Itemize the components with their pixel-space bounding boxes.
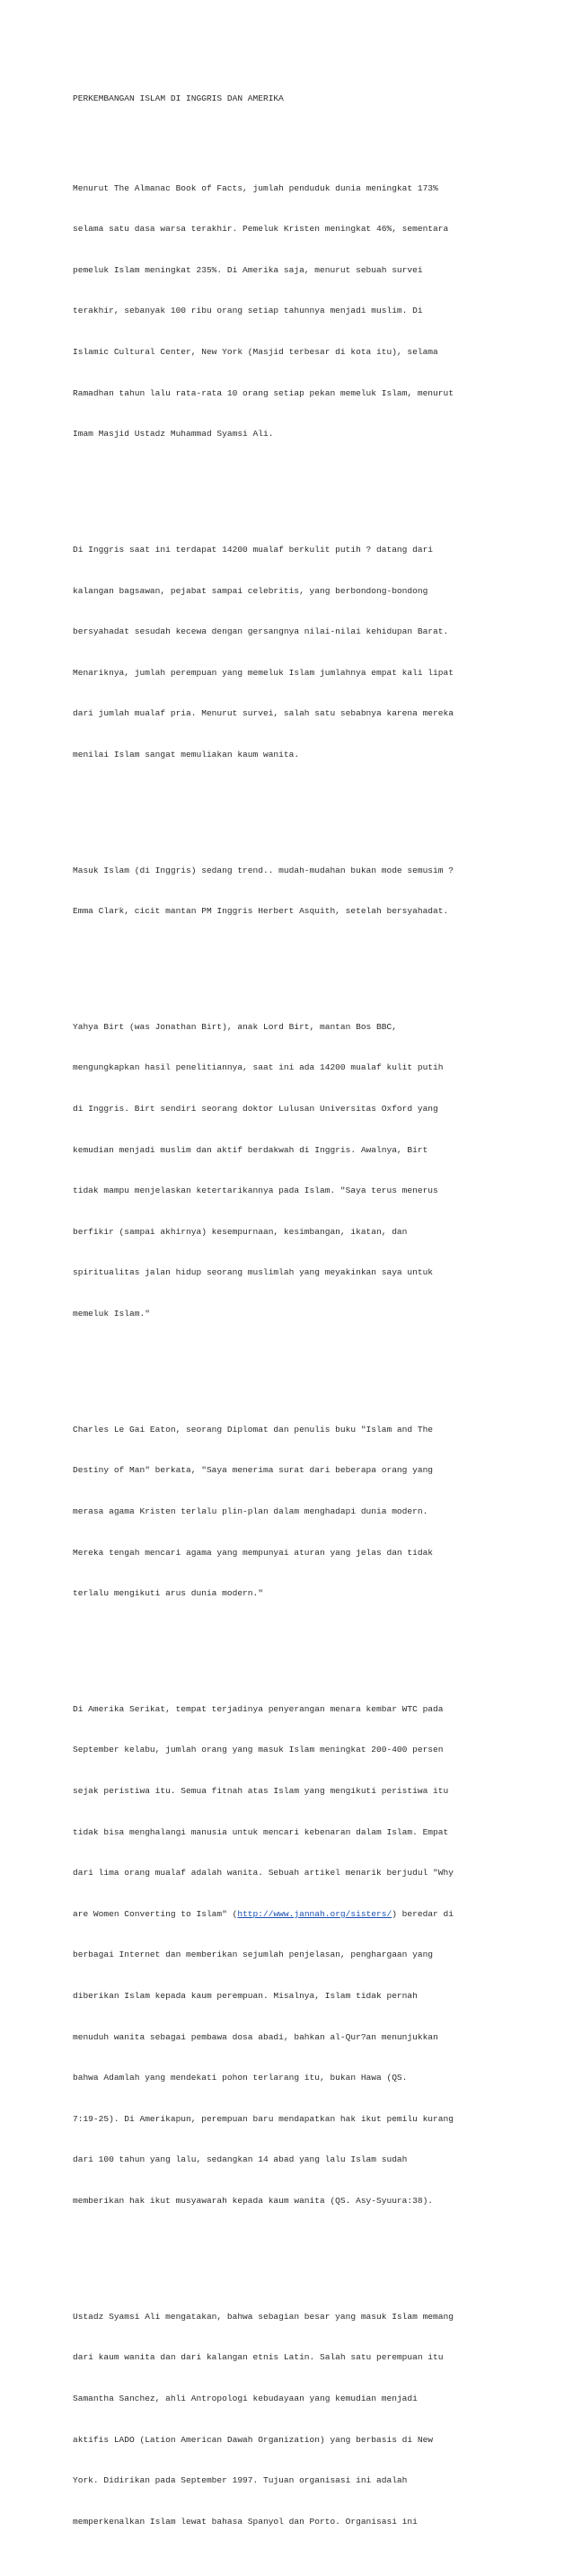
text-line: memberikan hak ikut musyawarah kepada kaum wanita (QS. Asy-Syuura:38).	[73, 2196, 434, 2207]
text-line: tidak bisa menghalangi manusia untuk mencari kebenaran dalam Islam. Empat	[73, 1826, 449, 1837]
text-line: Masuk Islam (di Inggris) sedang trend.. mudah-mudahan bukan mode semusim ?	[73, 865, 454, 875]
jannah-sisters-link[interactable]: http://www.jannah.org/sisters/	[237, 1908, 392, 1919]
paragraph-syamsi-ali	[73, 2282, 504, 2555]
text-line: merasa agama Kristen terlalu plin-plan dalam menghadapi dunia modern.	[73, 1506, 428, 1516]
text-line: Samantha Sanchez, ahli Antropologi kebudayaan yang kemudian menjadi	[73, 2393, 418, 2403]
text-line: memperkenalkan Islam lewat bahasa Spanyol dan Porto. Organisasi ini	[73, 2516, 418, 2527]
paragraph-charles-eaton	[73, 1395, 504, 1627]
link-prefix: are Women Converting to Islam" (	[73, 1908, 238, 1919]
text-line: sejak peristiwa itu. Semua fitnah atas Islam yang mengikuti peristiwa itu	[73, 1785, 449, 1796]
text-line: September kelabu, jumlah orang yang masuk Islam meningkat 200-400 persen	[73, 1745, 444, 1755]
paragraph-almanac	[73, 154, 504, 468]
text-line: selama satu dasa warsa terakhir. Pemeluk Kristen meningkat 46%, sementara	[73, 224, 449, 235]
text-line: berbagai Internet dan memberikan sejumlah penjelasan, penghargaan yang	[73, 1950, 434, 1960]
text-line: kemudian menjadi muslim dan aktif berdakwah di Inggris. Awalnya, Birt	[73, 1144, 428, 1155]
text-line: aktifis LADO (Lation American Dawah Organization) yang berbasis di New	[73, 2434, 434, 2445]
text-line: dari kaum wanita dan dari kalangan etnis Latin. Salah satu perempuan itu	[73, 2352, 444, 2363]
text-line: Emma Clark, cicit mantan PM Inggris Herbert Asquith, setelah bersyahadat.	[73, 906, 449, 917]
text-line: tidak mampu menjelaskan ketertarikannya pada Islam. "Saya terus menerus	[73, 1186, 438, 1196]
document-page	[73, 65, 504, 2576]
text-line: Di Amerika Serikat, tempat terjadinya penyerangan menara kembar WTC pada	[73, 1703, 444, 1714]
text-line: Charles Le Gai Eaton, seorang Diplomat dan penulis buku "Islam and The	[73, 1424, 434, 1435]
text-line: di Inggris. Birt sendiri seorang doktor Lulusan Universitas Oxford yang	[73, 1104, 438, 1115]
text-line: Imam Masjid Ustadz Muhammad Syamsi Ali.	[73, 429, 274, 440]
text-line: spiritualitas jalan hidup seorang muslimlah yang meyakinkan saya untuk	[73, 1267, 434, 1278]
text-line: terakhir, sebanyak 100 ribu orang setiap tahunnya menjadi muslim. Di	[73, 306, 423, 316]
text-line: Mereka tengah mencari agama yang mempunyai aturan yang jelas dan tidak	[73, 1547, 434, 1558]
text-line: Menurut The Almanac Book of Facts, jumlah penduduk dunia meningkat 173%	[73, 182, 438, 193]
text-line: menuduh wanita sebagai pembawa dosa abadi, bahkan al-Qur?an menunjukkan	[73, 2031, 438, 2042]
paragraph-amerika-serikat	[73, 1674, 504, 2234]
text-line: terlalu mengikuti arus dunia modern."	[73, 1588, 263, 1599]
text-line: dari lima orang mualaf adalah wanita. Sebuah artikel menarik berjudul "Why	[73, 1868, 454, 1879]
text-line: Yahya Birt (was Jonathan Birt), anak Lord Birt, mantan Bos BBC,	[73, 1021, 397, 1032]
text-line: Islamic Cultural Center, New York (Masjid terbesar di kota itu), selama	[73, 347, 438, 358]
text-line: mengungkapkan hasil penelitiannya, saat ini ada 14200 mualaf kulit putih	[73, 1062, 444, 1073]
paragraph-inggris	[73, 516, 504, 789]
text-line: Ramadhan tahun lalu rata-rata 10 orang setiap pekan memeluk Islam, menurut	[73, 387, 454, 398]
link-suffix: ) beredar di	[392, 1908, 454, 1919]
document-title: PERKEMBANGAN ISLAM DI INGGRIS DAN AMERIKA	[73, 93, 284, 104]
text-line: bahwa Adamlah yang mendekati pohon terlarang itu, bukan Hawa (QS.	[73, 2073, 408, 2083]
text-line: York. Didirikan pada September 1997. Tujuan organisasi ini adalah	[73, 2475, 408, 2486]
text-line-with-link	[73, 1907, 504, 1921]
text-line: dari jumlah mualaf pria. Menurut survei, salah satu sebabnya karena mereka	[73, 708, 454, 719]
text-line: kalangan bagsawan, pejabat sampai celebritis, yang berbondong-bondong	[73, 585, 428, 596]
text-line: berfikir (sampai akhirnya) kesempurnaan, kesimbangan, ikatan, dan	[73, 1226, 408, 1237]
text-line: menilai Islam sangat memuliakan kaum wanita.	[73, 749, 300, 759]
text-line: Menariknya, jumlah perempuan yang memeluk Islam jumlahnya empat kali lipat	[73, 667, 454, 678]
text-line: dari 100 tahun yang lalu, sedangkan 14 abad yang lalu Islam sudah	[73, 2154, 408, 2165]
text-line: diberikan Islam kepada kaum perempuan. Misalnya, Islam tidak pernah	[73, 1991, 418, 2002]
text-line: bersyahadat sesudah kecewa dengan gersangnya nilai-nilai kehidupan Barat.	[73, 626, 449, 637]
text-line: Di Inggris saat ini terdapat 14200 mualaf berkulit putih ? datang dari	[73, 544, 434, 555]
text-line: 7:19-25). Di Amerikapun, perempuan baru mendapatkan hak ikut pemilu kurang	[73, 2113, 454, 2124]
text-line: memeluk Islam."	[73, 1309, 150, 1319]
paragraph-emma-clark	[73, 836, 504, 946]
text-line: Destiny of Man" berkata, "Saya menerima surat dari beberapa orang yang	[73, 1465, 434, 1476]
paragraph-yahya-birt	[73, 992, 504, 1347]
text-line: pemeluk Islam meningkat 235%. Di Amerika saja, menurut sebuah survei	[73, 264, 423, 275]
text-line: Ustadz Syamsi Ali mengatakan, bahwa sebagian besar yang masuk Islam memang	[73, 2311, 454, 2322]
